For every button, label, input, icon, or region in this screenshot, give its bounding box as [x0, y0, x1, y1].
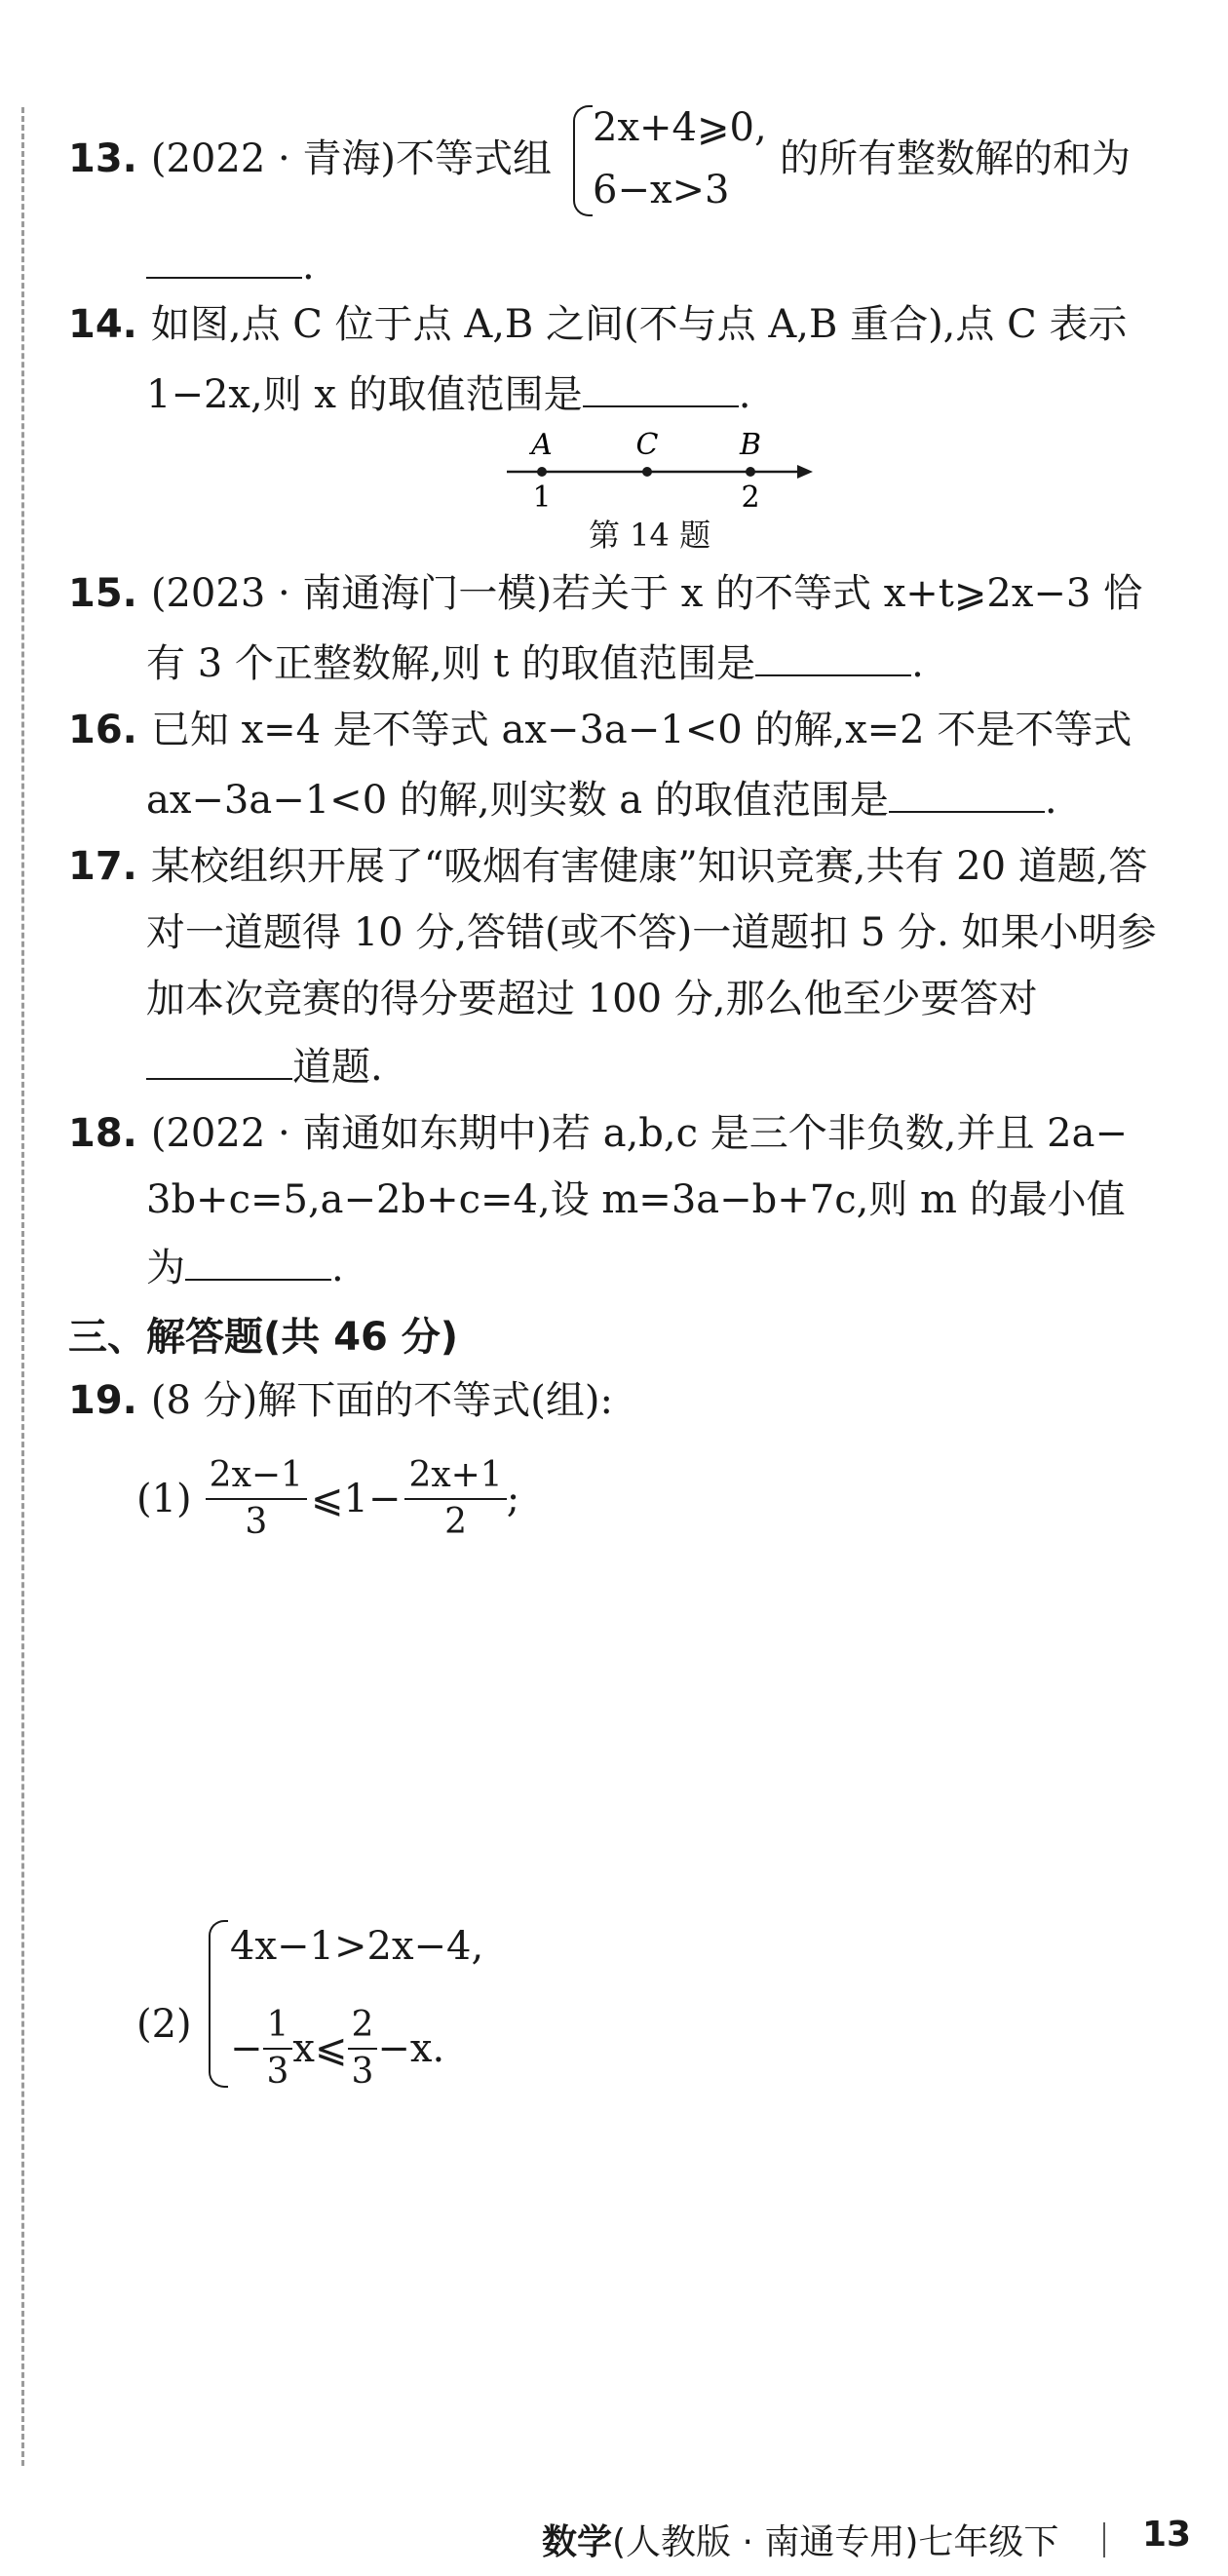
q19-part-1-end: ;	[506, 1477, 520, 1521]
answer-blank[interactable]	[185, 1232, 331, 1281]
q14-line-2: 1−2x,则 x 的取值范围是	[146, 372, 583, 417]
point-b-dot	[746, 467, 755, 477]
answer-blank[interactable]	[146, 1031, 292, 1080]
q16-line-2: ax−3a−1<0 的解,则实数 a 的取值范围是	[146, 778, 889, 823]
question-number: 13.	[68, 136, 137, 181]
answer-blank[interactable]	[583, 359, 739, 407]
fraction	[206, 1453, 307, 1545]
question-13-prefix: (2022 · 青海)不等式组	[150, 136, 553, 181]
q19-part-2-lead: −	[230, 2026, 263, 2071]
q18-line-2: 3b+c=5,a−2b+c=4,设 m=3a−b+7c,则 m 的最小值	[146, 1177, 1126, 1222]
q18-end: .	[331, 1246, 344, 1290]
fraction-denominator: 3	[351, 2052, 374, 2092]
q13-inequality-2: 6−x>3	[593, 168, 730, 212]
q19-text: (8 分)解下面的不等式(组):	[150, 1378, 613, 1423]
q15-line-2: 有 3 个正整数解,则 t 的取值范围是	[146, 641, 756, 686]
question-number: 15.	[68, 571, 137, 616]
q18-line-3-wrap	[146, 1232, 344, 1302]
question-number: 14.	[68, 302, 137, 347]
fraction-numerator: 2x+1	[404, 1453, 506, 1500]
q19-part-2-inequality-1: 4x−1>2x−4,	[230, 1924, 484, 1969]
binding-margin-line	[21, 107, 24, 2466]
tick-label-2: 2	[741, 481, 760, 515]
part-label: (2)	[136, 2002, 192, 2047]
point-a-label: A	[531, 428, 553, 462]
answer-blank[interactable]	[146, 230, 302, 279]
q18-line-3: 为	[146, 1246, 185, 1290]
q13-end: .	[302, 244, 315, 288]
footer-divider	[1103, 2522, 1105, 2557]
tick-label-1: 1	[532, 481, 552, 515]
q14-end: .	[738, 372, 751, 417]
q17-line-3: 加本次竞赛的得分要超过 100 分,那么他至少要答对	[146, 977, 1038, 1021]
section-title: 三、解答题(共 46 分)	[68, 1315, 459, 1360]
q13-suffix: 的所有整数解的和为	[780, 136, 1131, 181]
q13-inequality-1: 2x+4⩾0,	[593, 105, 767, 150]
q19-part-2-inequality-2	[230, 2000, 444, 2097]
q19-part-1-middle: ⩽1−	[310, 1477, 402, 1521]
question-number: 17.	[68, 844, 137, 889]
fraction	[348, 2003, 378, 2095]
q14-line-2-wrap	[146, 359, 750, 429]
question-18	[68, 1099, 1128, 1168]
q18-line-1: (2022 · 南通如东期中)若 a,b,c 是三个非负数,并且 2a−	[150, 1111, 1128, 1156]
question-17	[68, 832, 1148, 901]
q19-part-2-end: −x.	[377, 2026, 445, 2071]
q17-line-1: 某校组织开展了“吸烟有害健康”知识竞赛,共有 20 道题,答	[150, 844, 1148, 889]
point-b-label: B	[739, 428, 762, 462]
number-line-arrow	[797, 465, 813, 479]
question-13	[68, 125, 552, 193]
part-label: (1)	[136, 1477, 192, 1521]
question-15	[68, 559, 1142, 628]
question-number: 16.	[68, 708, 137, 752]
q17-line-4-wrap	[146, 1031, 383, 1101]
fraction-denominator: 3	[266, 2052, 289, 2092]
q14-line-1: 如图,点 C 位于点 A,B 之间(不与点 A,B 重合),点 C 表示	[150, 302, 1128, 347]
fraction-numerator: 1	[263, 2003, 293, 2050]
fraction-numerator: 2x−1	[206, 1453, 307, 1500]
system-brace	[573, 105, 593, 216]
fraction-numerator: 2	[348, 2003, 378, 2050]
q15-line-2-wrap	[146, 628, 924, 698]
question-number: 18.	[68, 1111, 137, 1156]
system-brace	[209, 1920, 228, 2088]
fraction-denominator: 3	[245, 1502, 268, 1542]
fraction-denominator: 2	[444, 1502, 468, 1542]
question-19	[68, 1366, 613, 1435]
point-c-label: C	[635, 428, 659, 462]
point-a-dot	[537, 467, 547, 477]
q16-line-1: 已知 x=4 是不等式 ax−3a−1<0 的解,x=2 不是不等式	[150, 708, 1132, 752]
answer-blank[interactable]	[755, 628, 911, 676]
page-number: 13	[1142, 2515, 1192, 2555]
footer-edition: (人教版 · 南通专用)七年级下	[612, 2522, 1059, 2562]
q19-part-2-middle: x⩽	[292, 2026, 348, 2071]
figure-caption: 第 14 题	[589, 517, 711, 554]
question-16	[68, 696, 1132, 764]
q15-end: .	[911, 641, 924, 686]
question-number: 19.	[68, 1378, 137, 1423]
q17-line-4: 道题.	[292, 1045, 383, 1090]
q15-line-1: (2023 · 南通海门一模)若关于 x 的不等式 x+t⩾2x−3 恰	[150, 571, 1143, 616]
q19-part-1	[136, 1450, 519, 1548]
question-14	[68, 290, 1127, 359]
q17-line-2: 对一道题得 10 分,答错(或不答)一道题扣 5 分. 如果小明参	[146, 910, 1157, 955]
answer-blank[interactable]	[889, 764, 1045, 813]
q16-end: .	[1044, 778, 1057, 823]
point-c-dot	[642, 467, 652, 477]
fraction	[404, 1453, 506, 1545]
footer-book-info	[542, 2515, 1058, 2564]
fraction	[263, 2003, 293, 2095]
footer-subject: 数学	[542, 2522, 613, 2562]
q16-line-2-wrap	[146, 764, 1057, 834]
